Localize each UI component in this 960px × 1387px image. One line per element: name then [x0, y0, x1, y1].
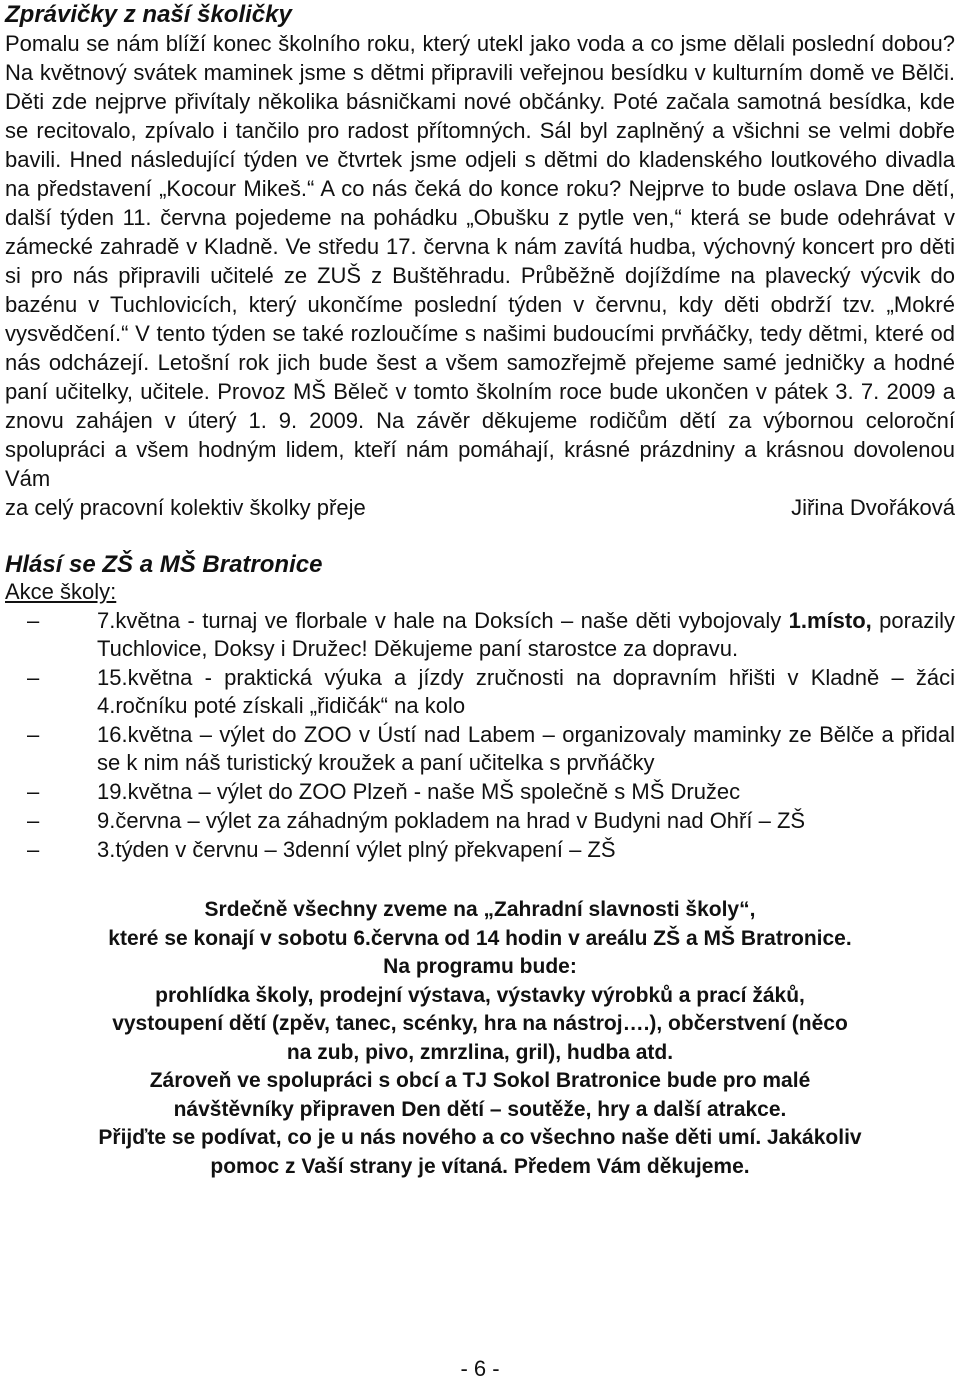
dash-bullet: – — [27, 808, 40, 833]
list-item: – 7.května - turnaj ve florbale v hale na Doksích – naše děti vybojovaly 1.místo, porazily Tuchlovice, Doksy i Družec! Děkujeme paní starostce za dopravu. — [27, 608, 955, 661]
closing-text: za celý pracovní kolektiv školky přeje — [5, 495, 366, 520]
invitation-block — [5, 896, 955, 1181]
list-item: – 19.května – výlet do ZOO Plzeň - naše MŠ společně s MŠ Družec — [27, 779, 741, 804]
dash-bullet: – — [27, 608, 40, 633]
list-item: – 3.týden v červnu – 3denní výlet plný překvapení – ZŠ — [27, 837, 616, 862]
dash-bullet: – — [27, 837, 40, 862]
article2-subtitle: Akce školy: — [5, 579, 117, 604]
dash-bullet: – — [27, 779, 40, 804]
page-number: - 6 - — [460, 1356, 500, 1381]
page — [5, 0, 955, 1181]
list-item: – 16.května – výlet do ZOO v Ústí nad Labem – organizovaly maminky ze Bělče a přidal se k nim náš turistický kroužek a paní učitelka s prvňáčky — [27, 722, 955, 775]
invitation-line: Srdečně všechny zveme na „Zahradní slavnosti školy“, — [204, 898, 756, 921]
closing-row — [5, 493, 955, 522]
dash-bullet: – — [27, 722, 40, 747]
list-item: – 9.června – výlet za záhadným pokladem na hrad v Budyni nad Ohří – ZŠ — [27, 808, 806, 833]
dash-bullet: – — [27, 665, 40, 690]
events-list — [5, 607, 955, 864]
invitation-line: návštěvníky připraven Den dětí – soutěže, hry a další atrakce. — [173, 1097, 787, 1121]
signature: Jiřina Dvořáková — [791, 495, 955, 520]
invitation-line: vystoupení dětí (zpěv, tanec, scénky, hra na nástroj….), občerstvení (něco — [112, 1012, 848, 1035]
invitation-line: které se konají v sobotu 6.června od 14 hodin v areálu ZŠ a MŠ Bratronice. — [108, 926, 852, 950]
invitation-line: prohlídka školy, prodejní výstava, výstavky výrobků a prací žáků, — [155, 983, 805, 1007]
article1-title: Zprávičky z naší školičky — [5, 1, 292, 28]
list-item: – 15.května - praktická výuka a jízdy zručnosti na dopravním hřišti v Kladně – žáci 4.ročníku poté získali „řidičák“ na kolo — [27, 665, 955, 718]
invitation-line: pomoc z Vaší strany je vítaná. Předem Vám děkujeme. — [210, 1154, 750, 1178]
invitation-line: Na programu bude: — [383, 955, 577, 978]
invitation-line: na zub, pivo, zmrzlina, gril), hudba atd. — [286, 1040, 674, 1064]
article2-title: Hlásí se ZŠ a MŠ Bratronice — [5, 551, 323, 578]
invitation-line: Přijďte se podívat, co je u nás nového a co všechno naše děti umí. Jakákoliv — [98, 1126, 862, 1149]
invitation-line: Zároveň ve spolupráci s obcí a TJ Sokol Bratronice bude pro malé — [149, 1069, 811, 1092]
article1-body: Pomalu se nám blíží konec školního roku, který utekl jako voda a co jsme dělali poslední dobou? Na květnový svátek maminek jsme s dětmi připravili veřejnou besídku v kulturním domě ve Bělči. Děti zde nejprve přivítaly několika básničkami nové občánky. Poté začala samotná besídka, kde se recitovalo, zpívalo i tančilo pro radost přítomných. Sál byl zaplněný a všichni se velmi dobře bavili. Hned následující týden ve čtvrtek jsme odjeli s dětmi do kladenského loutkového divadla na představení „Kocour Mikeš.“ A co nás čeká do konce roku? Nejprve to bude oslava Dne dětí, další týden 11. června pojedeme na pohádku „Obušku z pytle ven,“ která se bude odehrávat v zámecké zahradě v Kladně. Ve středu 17. června k nám zavítá hudba, výchovný koncert pro děti si pro nás připravili učitelé ze ZUŠ z Buštěhradu. Průběžně dojíždíme na plavecký výcvik do bazénu v Tuchlovicích, který ukončíme poslední týden v červnu, kdy děti obdrží tzv. „Mokré vysvědčení.“ V tento týden se také rozloučíme s našimi budoucími prvňáčky, tedy dětmi, které od nás odcházejí. Letošní rok jich bude šest a všem samozřejmě přejeme samé jedničky a hodné paní učitelky, učitele. Provoz MŠ Běleč v tomto školním roce bude ukončen v pátek 3. 7. 2009 a znovu zahájen v úterý 1. 9. 2009. Na závěr děkujeme rodičům dětí za výbornou celoroční spolupráci a všem hodným lidem, kteří nám pomáhají, krásné prázdniny a krásnou dovolenou Vám — [5, 31, 955, 491]
